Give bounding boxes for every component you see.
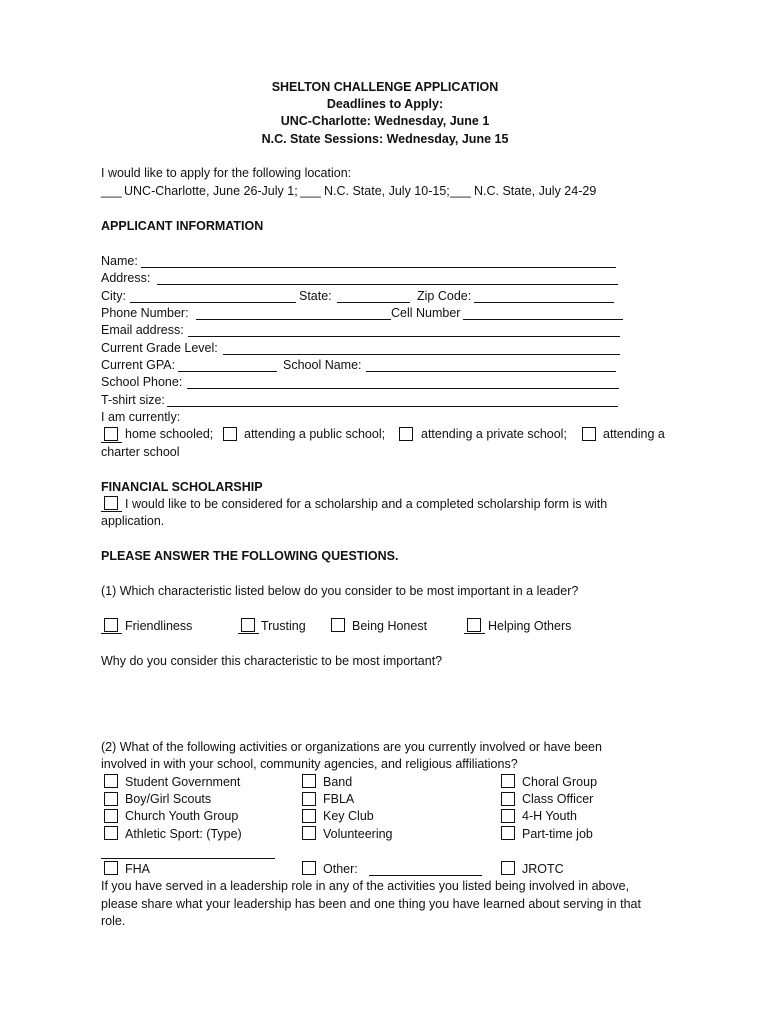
phone-label: Phone Number: bbox=[101, 306, 189, 320]
leadership-prompt-2: please share what your leadership has been and one thing you have learned about serving in that bbox=[101, 897, 641, 911]
key-club-label: Key Club bbox=[323, 809, 374, 823]
other-checkbox[interactable] bbox=[302, 861, 316, 875]
name-field[interactable] bbox=[141, 267, 616, 268]
athletic-sport-type-field[interactable] bbox=[101, 858, 275, 859]
public-school-label: attending a public school; bbox=[244, 427, 386, 441]
question-1: (1) Which characteristic listed below do you consider to be most important in a leader? bbox=[101, 584, 579, 598]
athletic-sport-label: Athletic Sport: (Type) bbox=[125, 827, 242, 841]
state-label: State: bbox=[299, 289, 332, 303]
charter-school-checkbox[interactable] bbox=[582, 427, 596, 441]
band-label: Band bbox=[323, 775, 353, 789]
school-phone-label: School Phone: bbox=[101, 375, 183, 389]
deadline-unc: UNC-Charlotte: Wednesday, June 1 bbox=[280, 114, 490, 128]
helping-others-checkbox[interactable] bbox=[467, 618, 481, 632]
state-field[interactable] bbox=[337, 302, 410, 303]
fha-label: FHA bbox=[125, 862, 150, 876]
other-field[interactable] bbox=[369, 875, 482, 876]
public-school-checkbox[interactable] bbox=[223, 427, 237, 441]
charter-school-label-cont: charter school bbox=[101, 445, 180, 459]
questions-heading: PLEASE ANSWER THE FOLLOWING QUESTIONS. bbox=[101, 549, 399, 563]
helping-others-label: Helping Others bbox=[488, 619, 572, 633]
helping-others-underline bbox=[464, 633, 485, 634]
tshirt-field[interactable] bbox=[167, 406, 618, 407]
school-name-field[interactable] bbox=[366, 371, 616, 372]
grade-label: Current Grade Level: bbox=[101, 341, 218, 355]
cell-label: Cell Number bbox=[391, 306, 461, 320]
location-option-ncstate-1: N.C. State, July 10-15; bbox=[324, 184, 450, 198]
student-government-checkbox[interactable] bbox=[104, 774, 118, 788]
friendliness-checkbox[interactable] bbox=[104, 618, 118, 632]
address-label: Address: bbox=[101, 271, 151, 285]
location-intro: I would like to apply for the following location: bbox=[101, 166, 352, 180]
question-2-line-2: involved in with your school, community agencies, and religious affiliations? bbox=[101, 757, 518, 771]
cell-field[interactable] bbox=[463, 319, 623, 320]
part-time-job-label: Part-time job bbox=[522, 827, 593, 841]
email-field[interactable] bbox=[188, 336, 620, 337]
zip-label: Zip Code: bbox=[417, 289, 472, 303]
church-youth-label: Church Youth Group bbox=[125, 809, 239, 823]
fbla-label: FBLA bbox=[323, 792, 355, 806]
being-honest-label: Being Honest bbox=[352, 619, 428, 633]
scholarship-text-2: application. bbox=[101, 514, 165, 528]
part-time-job-checkbox[interactable] bbox=[501, 826, 515, 840]
city-label: City: bbox=[101, 289, 126, 303]
home-schooled-underline bbox=[101, 442, 122, 443]
being-honest-checkbox[interactable] bbox=[331, 618, 345, 632]
jrotc-label: JROTC bbox=[522, 862, 564, 876]
scholarship-heading: FINANCIAL SCHOLARSHIP bbox=[101, 480, 263, 494]
home-schooled-label: home schooled; bbox=[125, 427, 214, 441]
class-officer-label: Class Officer bbox=[522, 792, 594, 806]
form-title: SHELTON CHALLENGE APPLICATION bbox=[271, 80, 499, 94]
band-checkbox[interactable] bbox=[302, 774, 316, 788]
trusting-underline bbox=[238, 633, 259, 634]
volunteering-label: Volunteering bbox=[323, 827, 393, 841]
student-government-label: Student Government bbox=[125, 775, 241, 789]
scholarship-underline bbox=[101, 511, 122, 512]
private-school-label: attending a private school; bbox=[421, 427, 567, 441]
email-label: Email address: bbox=[101, 323, 184, 337]
currently-label: I am currently: bbox=[101, 410, 181, 424]
class-officer-checkbox[interactable] bbox=[501, 792, 515, 806]
scholarship-text-1: I would like to be considered for a scholarship and a completed scholarship form is with bbox=[125, 497, 608, 511]
deadlines-heading: Deadlines to Apply: bbox=[326, 97, 444, 111]
choral-group-checkbox[interactable] bbox=[501, 774, 515, 788]
school-name-label: School Name: bbox=[283, 358, 362, 372]
leadership-prompt-1: If you have served in a leadership role in any of the activities you listed being involved in above, bbox=[101, 879, 630, 893]
home-schooled-checkbox[interactable] bbox=[104, 427, 118, 441]
other-label: Other: bbox=[323, 862, 358, 876]
friendliness-label: Friendliness bbox=[125, 619, 193, 633]
trusting-label: Trusting bbox=[261, 619, 306, 633]
city-field[interactable] bbox=[130, 302, 296, 303]
location-option-ncstate-2: N.C. State, July 24-29 bbox=[474, 184, 597, 198]
deadline-ncstate: N.C. State Sessions: Wednesday, June 15 bbox=[261, 132, 509, 146]
location-blank-3[interactable]: ___ bbox=[450, 184, 471, 198]
athletic-sport-checkbox[interactable] bbox=[104, 826, 118, 840]
location-blank-1[interactable]: ___ bbox=[101, 184, 122, 198]
volunteering-checkbox[interactable] bbox=[302, 826, 316, 840]
trusting-checkbox[interactable] bbox=[241, 618, 255, 632]
private-school-checkbox[interactable] bbox=[399, 427, 413, 441]
jrotc-checkbox[interactable] bbox=[501, 861, 515, 875]
fbla-checkbox[interactable] bbox=[302, 792, 316, 806]
scholarship-checkbox[interactable] bbox=[104, 496, 118, 510]
grade-field[interactable] bbox=[223, 354, 620, 355]
why-question: Why do you consider this characteristic to be most important? bbox=[101, 654, 443, 668]
key-club-checkbox[interactable] bbox=[302, 809, 316, 823]
location-blank-2[interactable]: ___ bbox=[300, 184, 321, 198]
scouts-checkbox[interactable] bbox=[104, 792, 118, 806]
school-phone-field[interactable] bbox=[187, 388, 619, 389]
question-2-line-1: (2) What of the following activities or organizations are you currently involved or have been bbox=[101, 740, 602, 754]
charter-school-label: attending a bbox=[603, 427, 665, 441]
zip-field[interactable] bbox=[474, 302, 614, 303]
4h-youth-checkbox[interactable] bbox=[501, 809, 515, 823]
location-option-unc: UNC-Charlotte, June 26-July 1; bbox=[124, 184, 298, 198]
4h-youth-label: 4-H Youth bbox=[522, 809, 577, 823]
friendliness-underline bbox=[101, 633, 122, 634]
phone-field[interactable] bbox=[196, 319, 391, 320]
fha-checkbox[interactable] bbox=[104, 861, 118, 875]
scouts-label: Boy/Girl Scouts bbox=[125, 792, 212, 806]
tshirt-label: T-shirt size: bbox=[101, 393, 165, 407]
gpa-label: Current GPA: bbox=[101, 358, 176, 372]
gpa-field[interactable] bbox=[178, 371, 277, 372]
address-field[interactable] bbox=[157, 284, 618, 285]
name-label: Name: bbox=[101, 254, 138, 268]
applicant-heading: APPLICANT INFORMATION bbox=[101, 219, 264, 233]
church-youth-checkbox[interactable] bbox=[104, 809, 118, 823]
leadership-prompt-3: role. bbox=[101, 914, 126, 928]
choral-group-label: Choral Group bbox=[522, 775, 598, 789]
